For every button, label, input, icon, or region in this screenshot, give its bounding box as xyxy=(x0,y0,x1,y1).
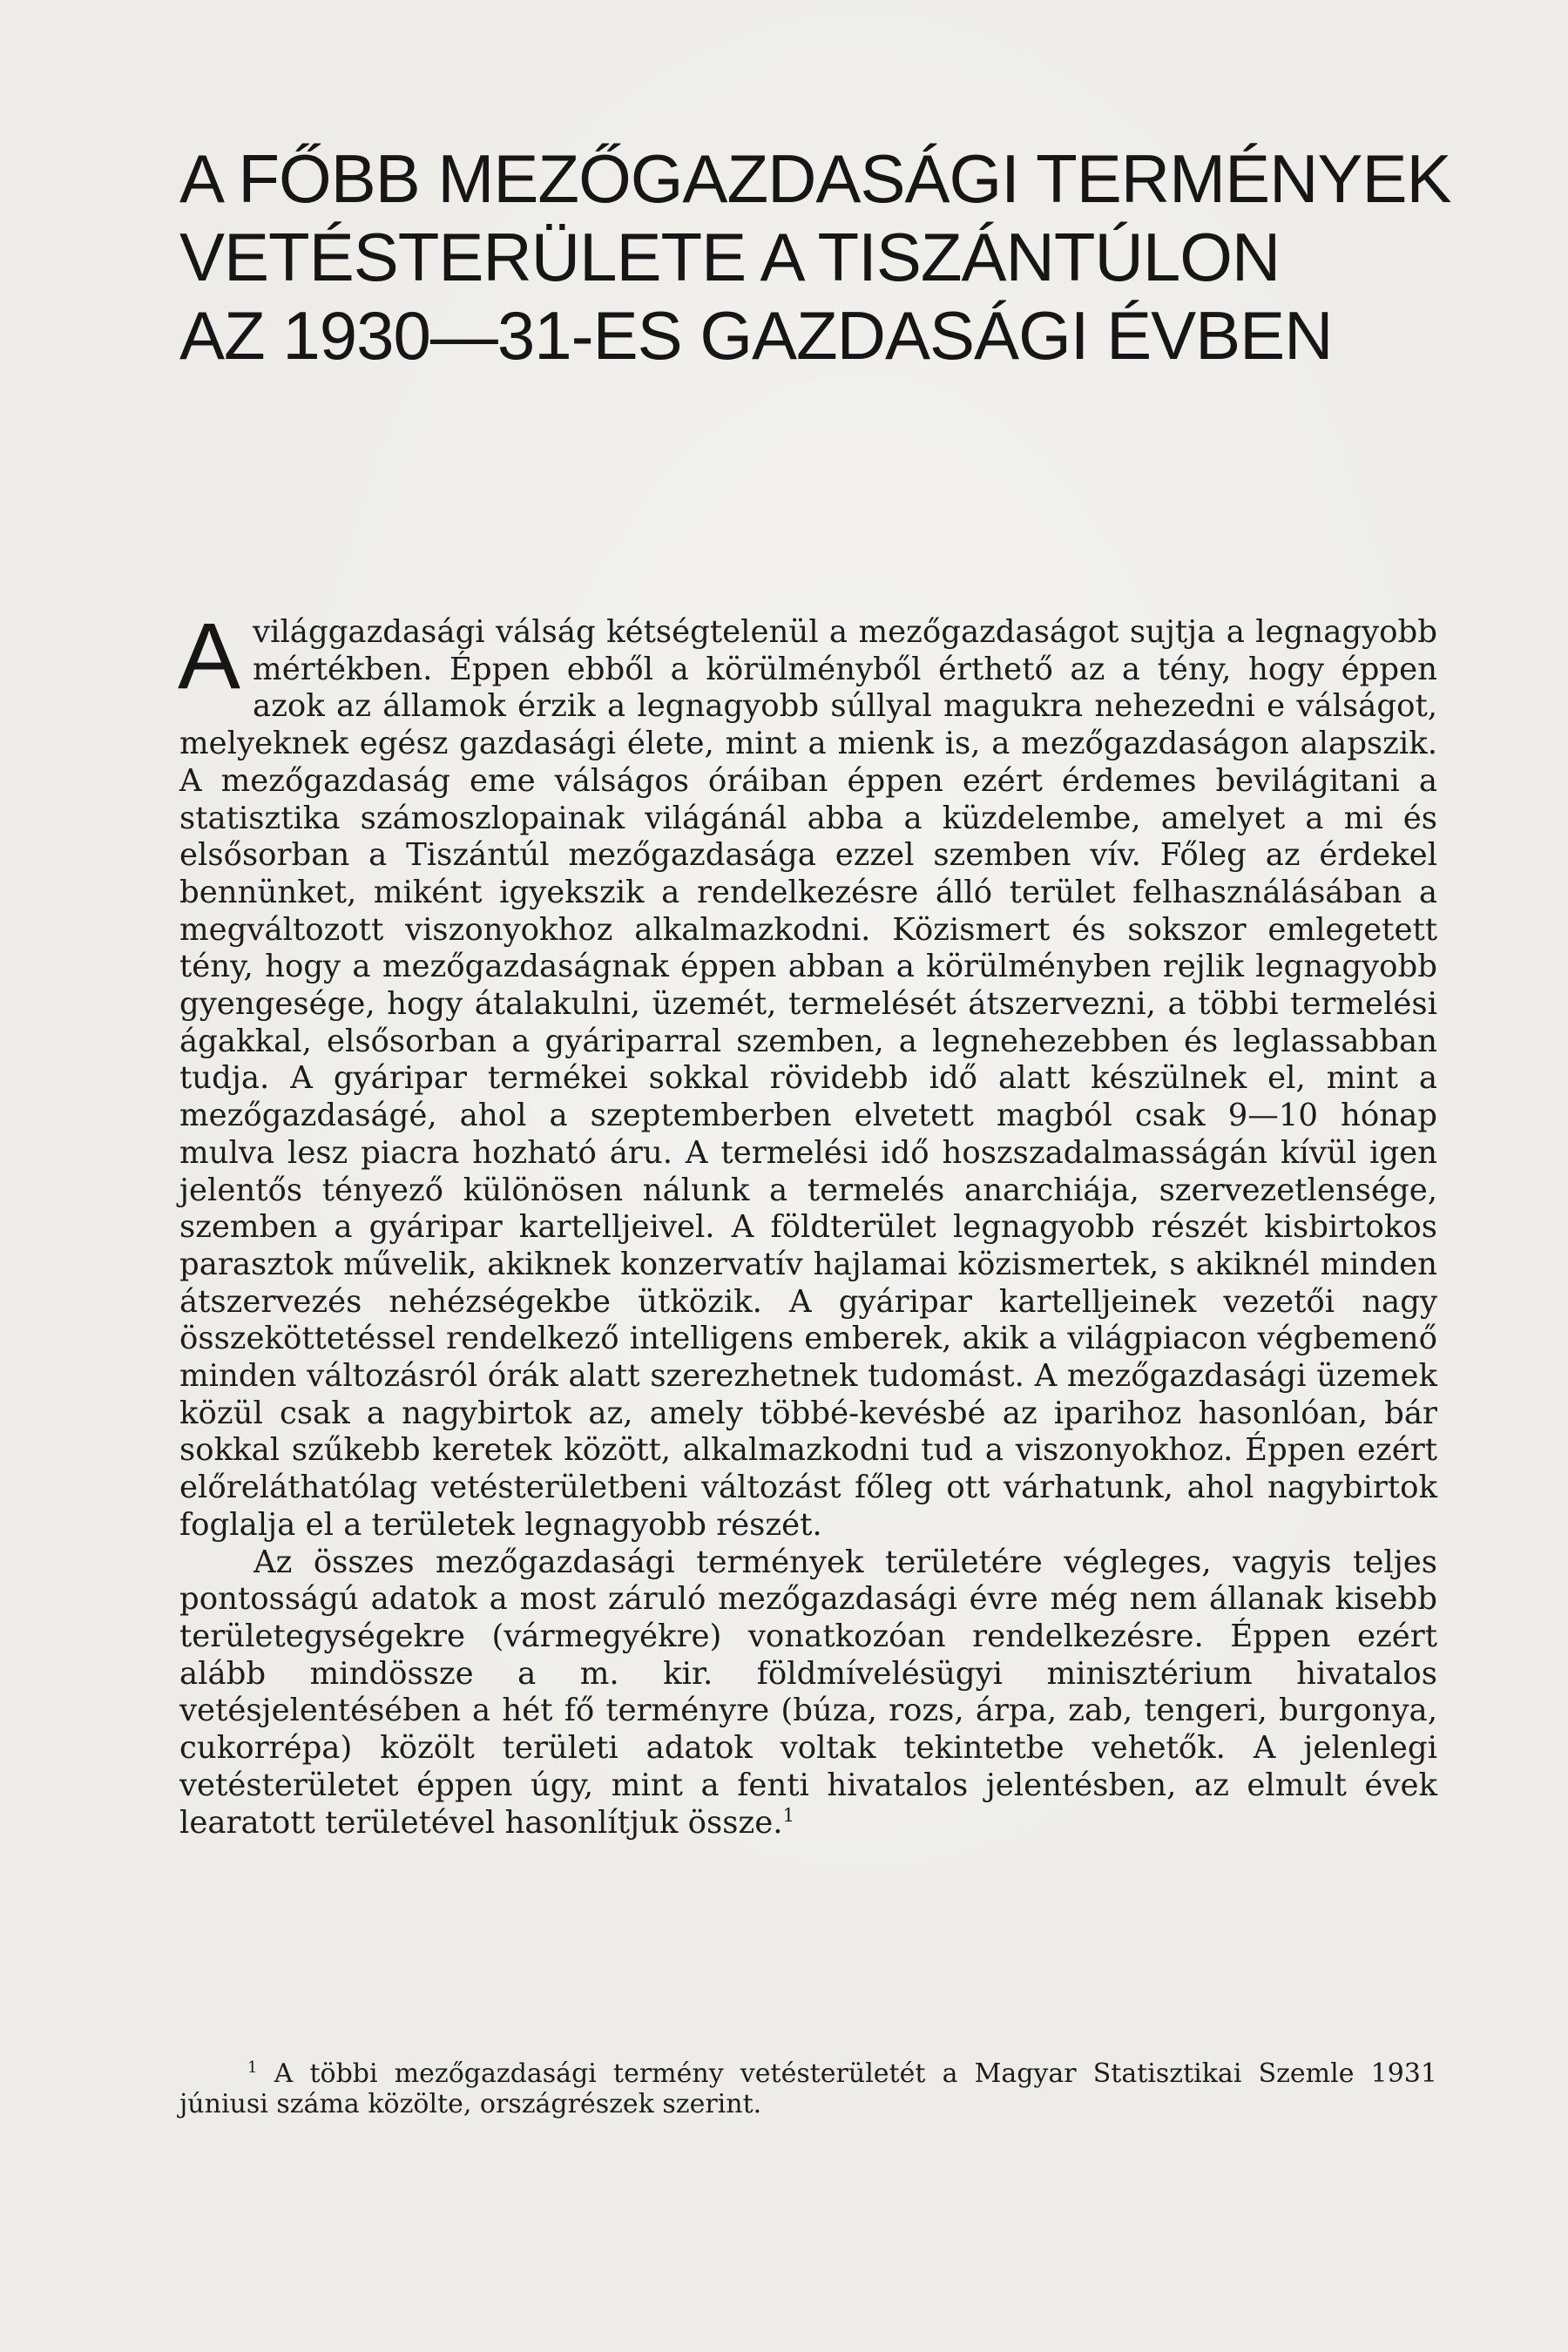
footnote-reference: 1 xyxy=(782,1804,795,1827)
paragraph-1-text: világgazdasági válság kétségtelenül a mezőgazdaságot sujtja a legnagyobb mértékben. Éppen ebből a körülményből érthető az a tény, hogy éppen azok az államok érzik a legnagyobb súllyal magukra nehezedni e válságot, melyeknek egész gazdasági élete, mint a mienk is, a mezőgazdaságon alapszik. A mezőgazdaság eme válságos óráiban éppen ezért érdemes bevilágitani a statisztika számoszlopainak világánál abba a küzdelembe, amelyet a mi és elsősorban a Tiszántúl mezőgazdasága ezzel szemben vív. Főleg az érdekel bennünket, miként igyekszik a rendelkezésre álló terület felhasználásában a megváltozott viszonyokhoz alkalmazkodni. Közismert és sokszor emlegetett tény, hogy a mezőgazdaságnak éppen abban a körülményben rejlik legnagyobb gyengesége, hogy átalakulni, üzemét, termelését átszervezni, a többi termelési ágakkal, elsősorban a gyáriparral szemben, a legnehezebben és leglassabban tudja. A gyáripar termékei sokkal rövidebb idő alatt készülnek el, mint a mezőgazdaságé, ahol a szeptemberben elvetett magból csak 9—10 hónap mulva lesz piacra hozható áru. A termelési idő hoszszadalmasságán kívül igen jelentős tényező különösen nálunk a termelés anarchiája, szervezetlensége, szemben a gyáripar kartelljeivel. A földterület legnagyobb részét kisbirtokos parasztok művelik, akiknek konzervatív hajlamai közismertek, s akiknél minden átszervezés nehézségekbe ütközik. A gyáripar kartelljeinek vezetői nagy összeköttetéssel rendelkező intelligens emberek, akik a világpiacon végbemenő minden változásról órák alatt szerezhetnek tudomást. A mezőgazdasági üzemek közül csak a nagybirtok az, amely többé-kevésbé az iparihoz hasonlóan, bár sokkal szűkebb keretek között, alkalmazkodni tud a viszonyokhoz. Éppen ezért előreláthatólag vetésterületbeni változást főleg ott várhatunk, ahol nagybirtok foglalja el a területek legnagyobb részét. xyxy=(179,614,1437,1543)
paragraph-2 xyxy=(179,1544,1437,1842)
paragraph-1 xyxy=(178,603,1437,1544)
title-line-2: VETÉSTERÜLETE A TISZÁNTÚLON xyxy=(179,219,1281,295)
drop-cap: A xyxy=(178,603,241,708)
article-body xyxy=(178,603,1437,1842)
footnote xyxy=(179,2058,1437,2119)
footnote-marker: 1 xyxy=(247,2058,258,2077)
paragraph-2-text: Az összes mezőgazdasági termények területére végleges, vagyis teljes pontosságú adatok a most záruló mezőgazdasági évre még nem állanak kisebb területegységekre (vármegyékre) vonatkozóan rendelkezésre. Éppen ezért alább mindössze a m. kir. földmívelésügyi minisztérium hivatalos vetésjelentésében a hét fő terményre (búza, rozs, árpa, zab, tengeri, burgonya, cukorrépa) közölt területi adatok voltak tekintetbe vehetők. A jelenlegi vetésterületet éppen úgy, mint a fenti hivatalos jelentésben, az elmult évek learatott területével hasonlítjuk össze. xyxy=(179,1544,1437,1841)
article-title xyxy=(179,139,1451,375)
title-line-3: AZ 1930—31-ES GAZDASÁGI ÉVBEN xyxy=(179,297,1333,374)
title-line-1: A FŐBB MEZŐGAZDASÁGI TERMÉNYEK xyxy=(179,140,1451,217)
footnote-text: A többi mezőgazdasági termény vetésterületét a Magyar Statisztikai Szemle 1931 júniusi száma közölte, országrészek szerint. xyxy=(179,2058,1437,2119)
